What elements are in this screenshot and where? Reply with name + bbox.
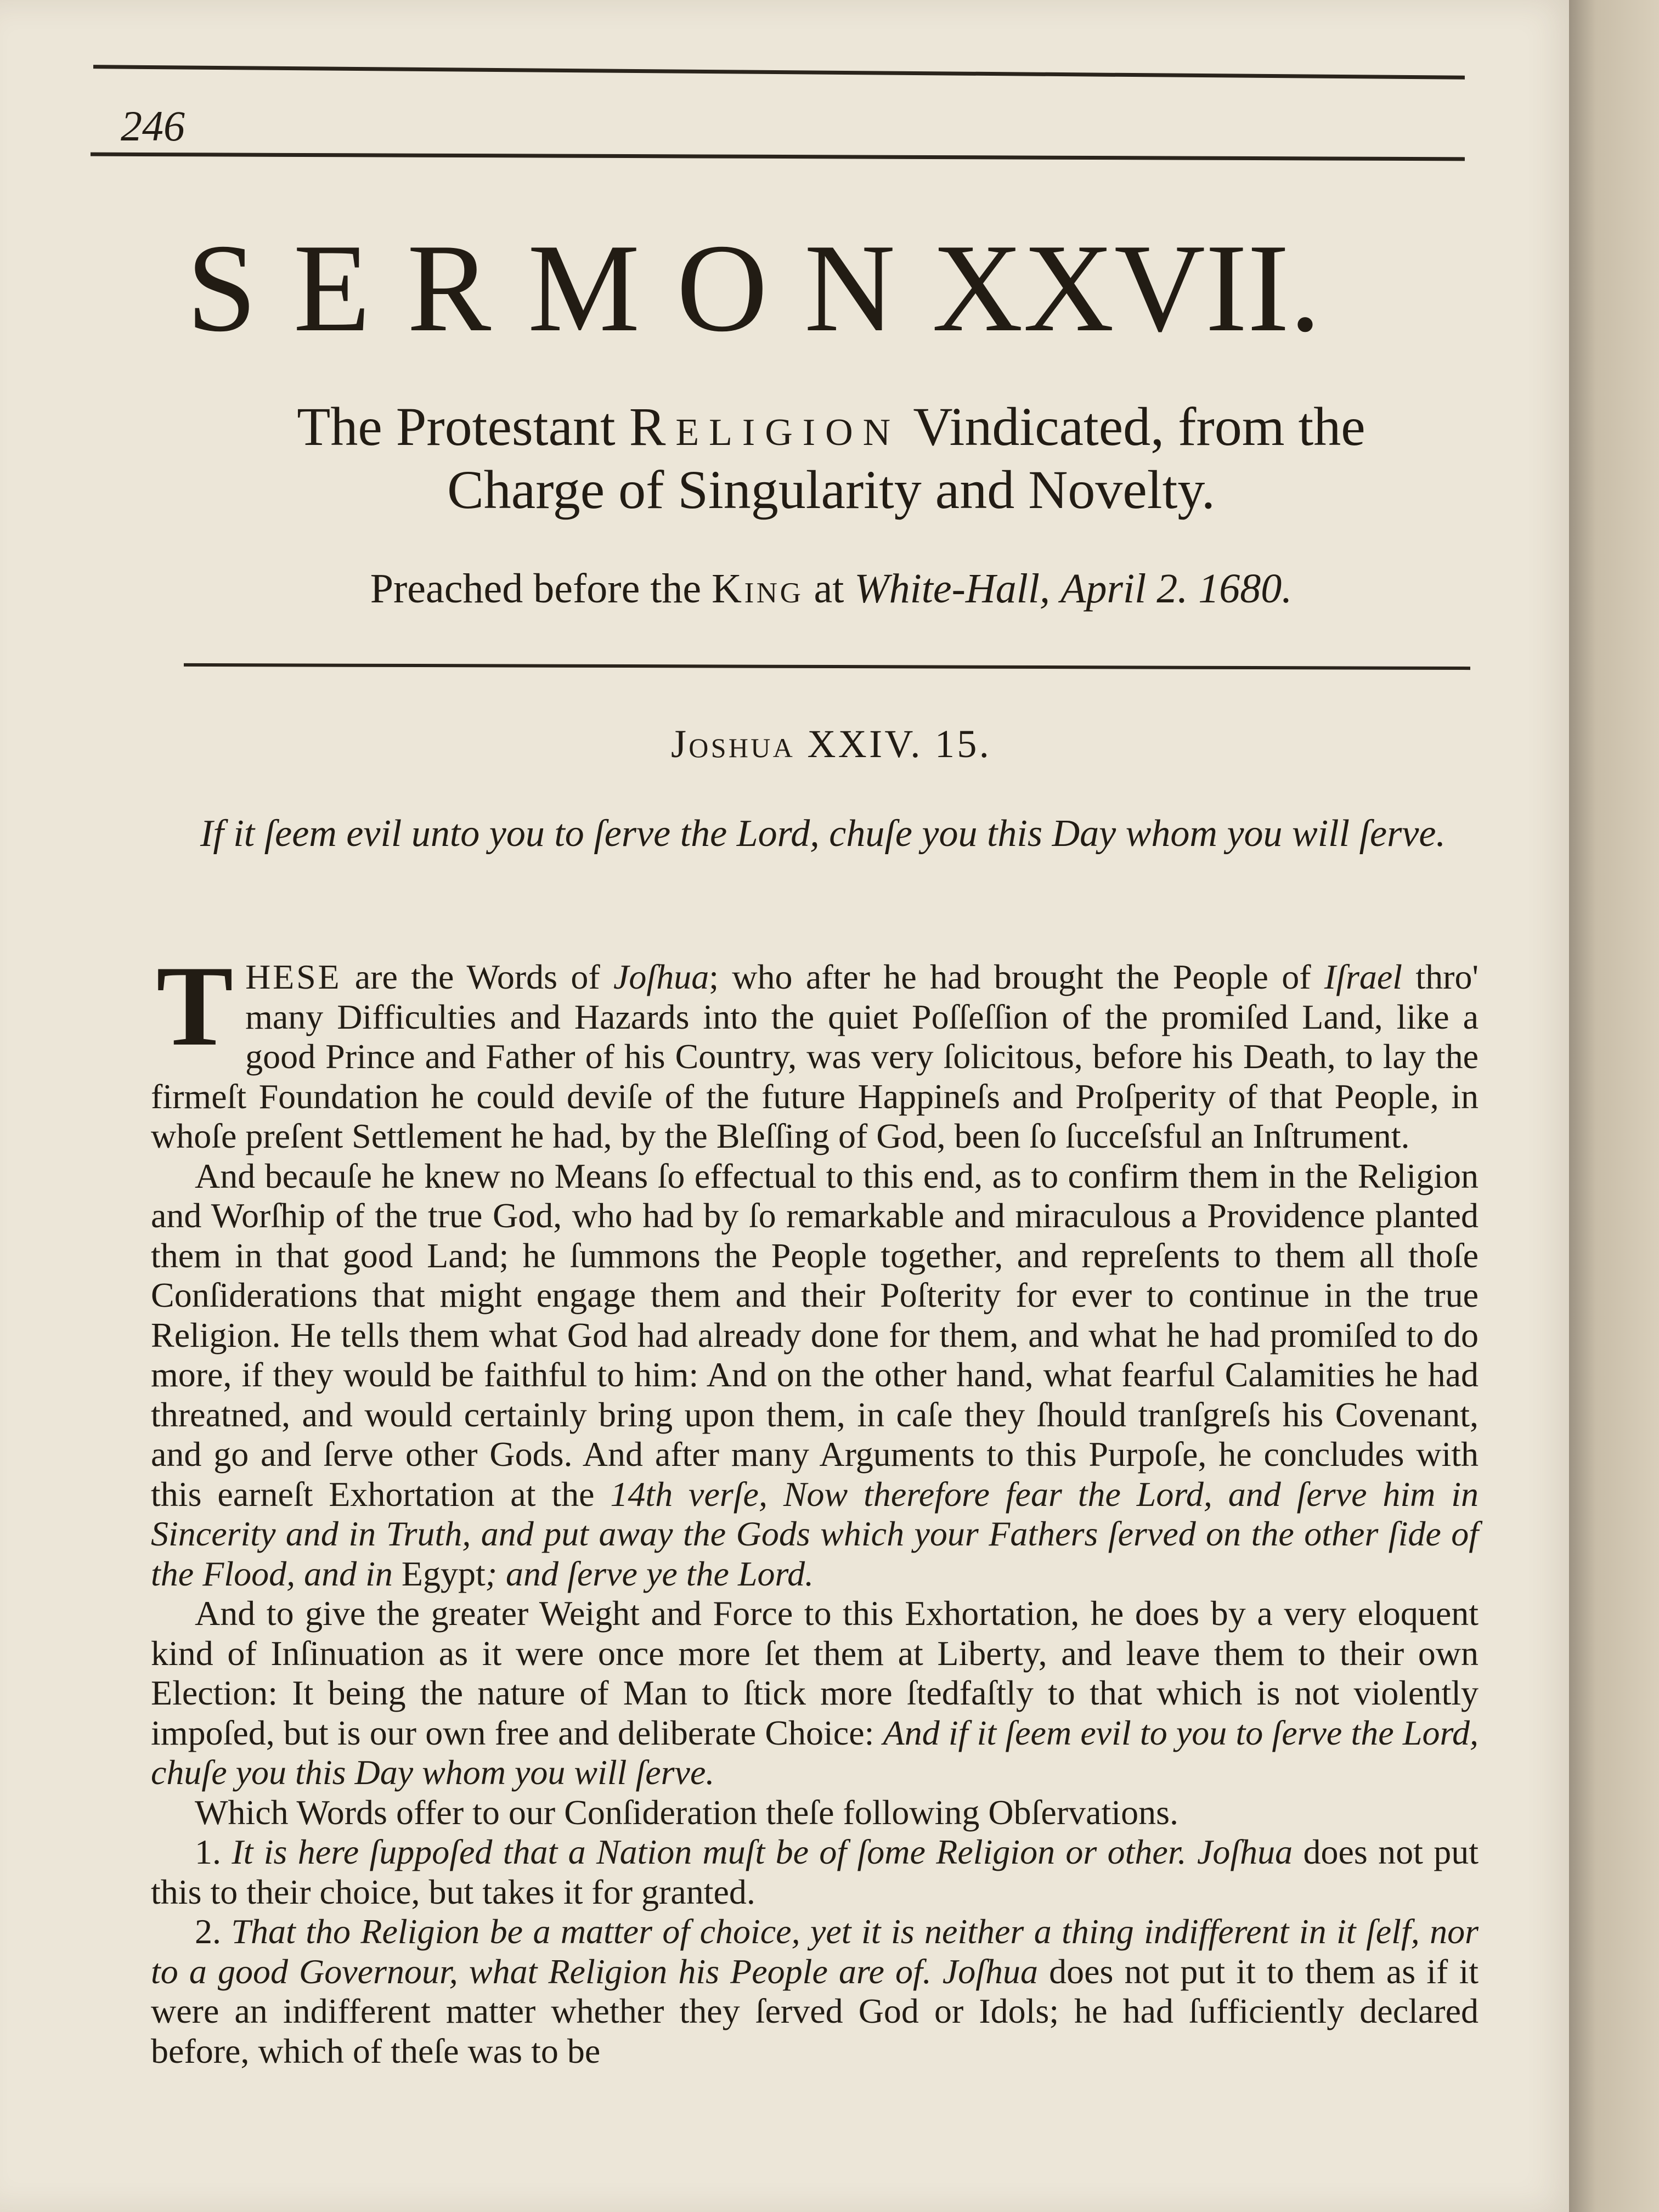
sermon-title <box>187 218 1476 358</box>
text-reference: Joshua XXIV. 15. <box>670 722 992 766</box>
sermon-word: SERMON <box>187 218 932 358</box>
p1-text-c: thro' many Difficulties and Hazards into the quiet Poſſeſſion of the promiſed Land, like a good Prince and Father of his Country, was very ſolicitous, before his Death, to lay the firmeſt Foundation he could deviſe of the future Happineſs and Proſperity of that People, in whoſe preſent Settlement he had, by the Bleſſing of God, been ſo ſucceſsful an Inſtrument. <box>151 957 1479 1155</box>
subtitle-line2: Charge of Singularity and Novelty. <box>447 459 1215 520</box>
preached-place: White-Hall, <box>854 566 1051 612</box>
section-rule <box>184 663 1470 670</box>
p3-quote: And if it ſeem evil to you to ſerve the Lord, chuſe you this Day whom you will ſerve. <box>151 1713 1479 1792</box>
p2-end: ; and ſerve ye the Lord. <box>485 1554 814 1593</box>
sermon-numeral: XXVII. <box>932 218 1321 358</box>
preached-king: King <box>712 566 804 612</box>
preached-at: at <box>814 566 844 612</box>
preached-prefix: Preached before the <box>370 566 702 612</box>
p2-quote: Now therefore fear the Lord, and ſerve him in Sincerity and in Truth, and put away the Gods which your Fathers ſerved on the other ſide of the Flood, and in <box>151 1474 1479 1593</box>
drop-cap: T <box>156 943 234 1070</box>
p1-israel: Iſrael <box>1324 957 1403 996</box>
p2-verse: 14th verſe, <box>610 1474 768 1514</box>
preached-date: April 2. 1680. <box>1060 566 1293 612</box>
preached-line <box>187 565 1476 613</box>
p4-text: Which Words offer to our Conſideration theſe following Obſervations. <box>195 1792 1178 1832</box>
p6-rest: does not put it to them as if it were an indifferent matter whether they ſerved God or Idols; he had ſufficiently declared before, which of theſe was to be <box>151 1951 1479 2070</box>
p6-number: 2. <box>195 1912 232 1951</box>
top-rule <box>93 65 1465 80</box>
p6-joshua: Joſhua <box>931 1951 1039 1991</box>
page-number: 246 <box>121 102 185 150</box>
paragraph-6 <box>151 1912 1479 2071</box>
p5-italic: It is here ſuppoſed that a Nation muſt be of ſome Religion or other. Joſhua <box>232 1832 1293 1871</box>
subtitle-part1: The Protestant <box>297 396 616 457</box>
paragraph-3 <box>151 1594 1479 1793</box>
sermon-subtitle <box>187 395 1476 521</box>
lead-word: HESE <box>245 957 342 996</box>
paragraph-1 <box>151 943 1479 1156</box>
p2-text: And becauſe he knew no Means ſo effectual to this end, as to confirm them in the Religion and Worſhip of the true God, who had by ſo remarkable and miraculous a Providence planted them in that good Land; he ſummons the People together, and repreſents to them all thoſe Conſiderations that might engage them and their Poſterity for ever to continue in the true Religion. He tells them what God had already done for them, and what he had promiſed to do more, if they would be faithful to him: And on the other hand, what fearful Calamities he had threatned, and would certainly bring upon them, in caſe they ſhould tranſgreſs his Covenant, and go and ſerve other Gods. And after many Arguments to this Purpoſe, he concludes with this earneſt Exhortation at the <box>151 1156 1479 1514</box>
p1-text-a: are the Words of <box>341 957 614 996</box>
p6-italic: That tho Religion be a matter of choice, yet it is neither a thing indifferent in it ſelf, nor to a good Governour, what Religion his People are of. <box>151 1912 1479 1991</box>
p1-text-b: ; who after he had brought the People of <box>709 957 1324 996</box>
p3-text: And to give the greater Weight and Force to this Exhortation, he does by a very eloquent kind of Inſinuation as it were once more ſet them at Liberty, and leave them to their own Election: It being the nature of Man to ſtick more ſtedfaſtly to that which is not violently impoſed, but is our own free and deliberate Choice: <box>151 1594 1479 1752</box>
paragraph-2 <box>151 1156 1479 1594</box>
subtitle-part2: Vindicated, from the <box>913 396 1365 457</box>
p5-rest: does not put this to their choice, but takes it for granted. <box>151 1832 1479 1911</box>
subtitle-religion: Religion <box>629 396 901 457</box>
paragraph-5 <box>151 1832 1479 1912</box>
p5-number: 1. <box>195 1832 232 1871</box>
paragraph-4 <box>151 1793 1479 1833</box>
p1-joshua: Joſhua <box>613 957 709 996</box>
sermon-body <box>151 943 1479 2071</box>
epigraph: If it ſeem evil unto you to ſerve the Lord, chuſe you this Day whom you will ſerve. <box>200 812 1446 855</box>
p2-egypt: Egypt <box>401 1554 486 1593</box>
header-rule <box>91 153 1465 161</box>
facing-page-edge <box>1569 0 1659 2212</box>
